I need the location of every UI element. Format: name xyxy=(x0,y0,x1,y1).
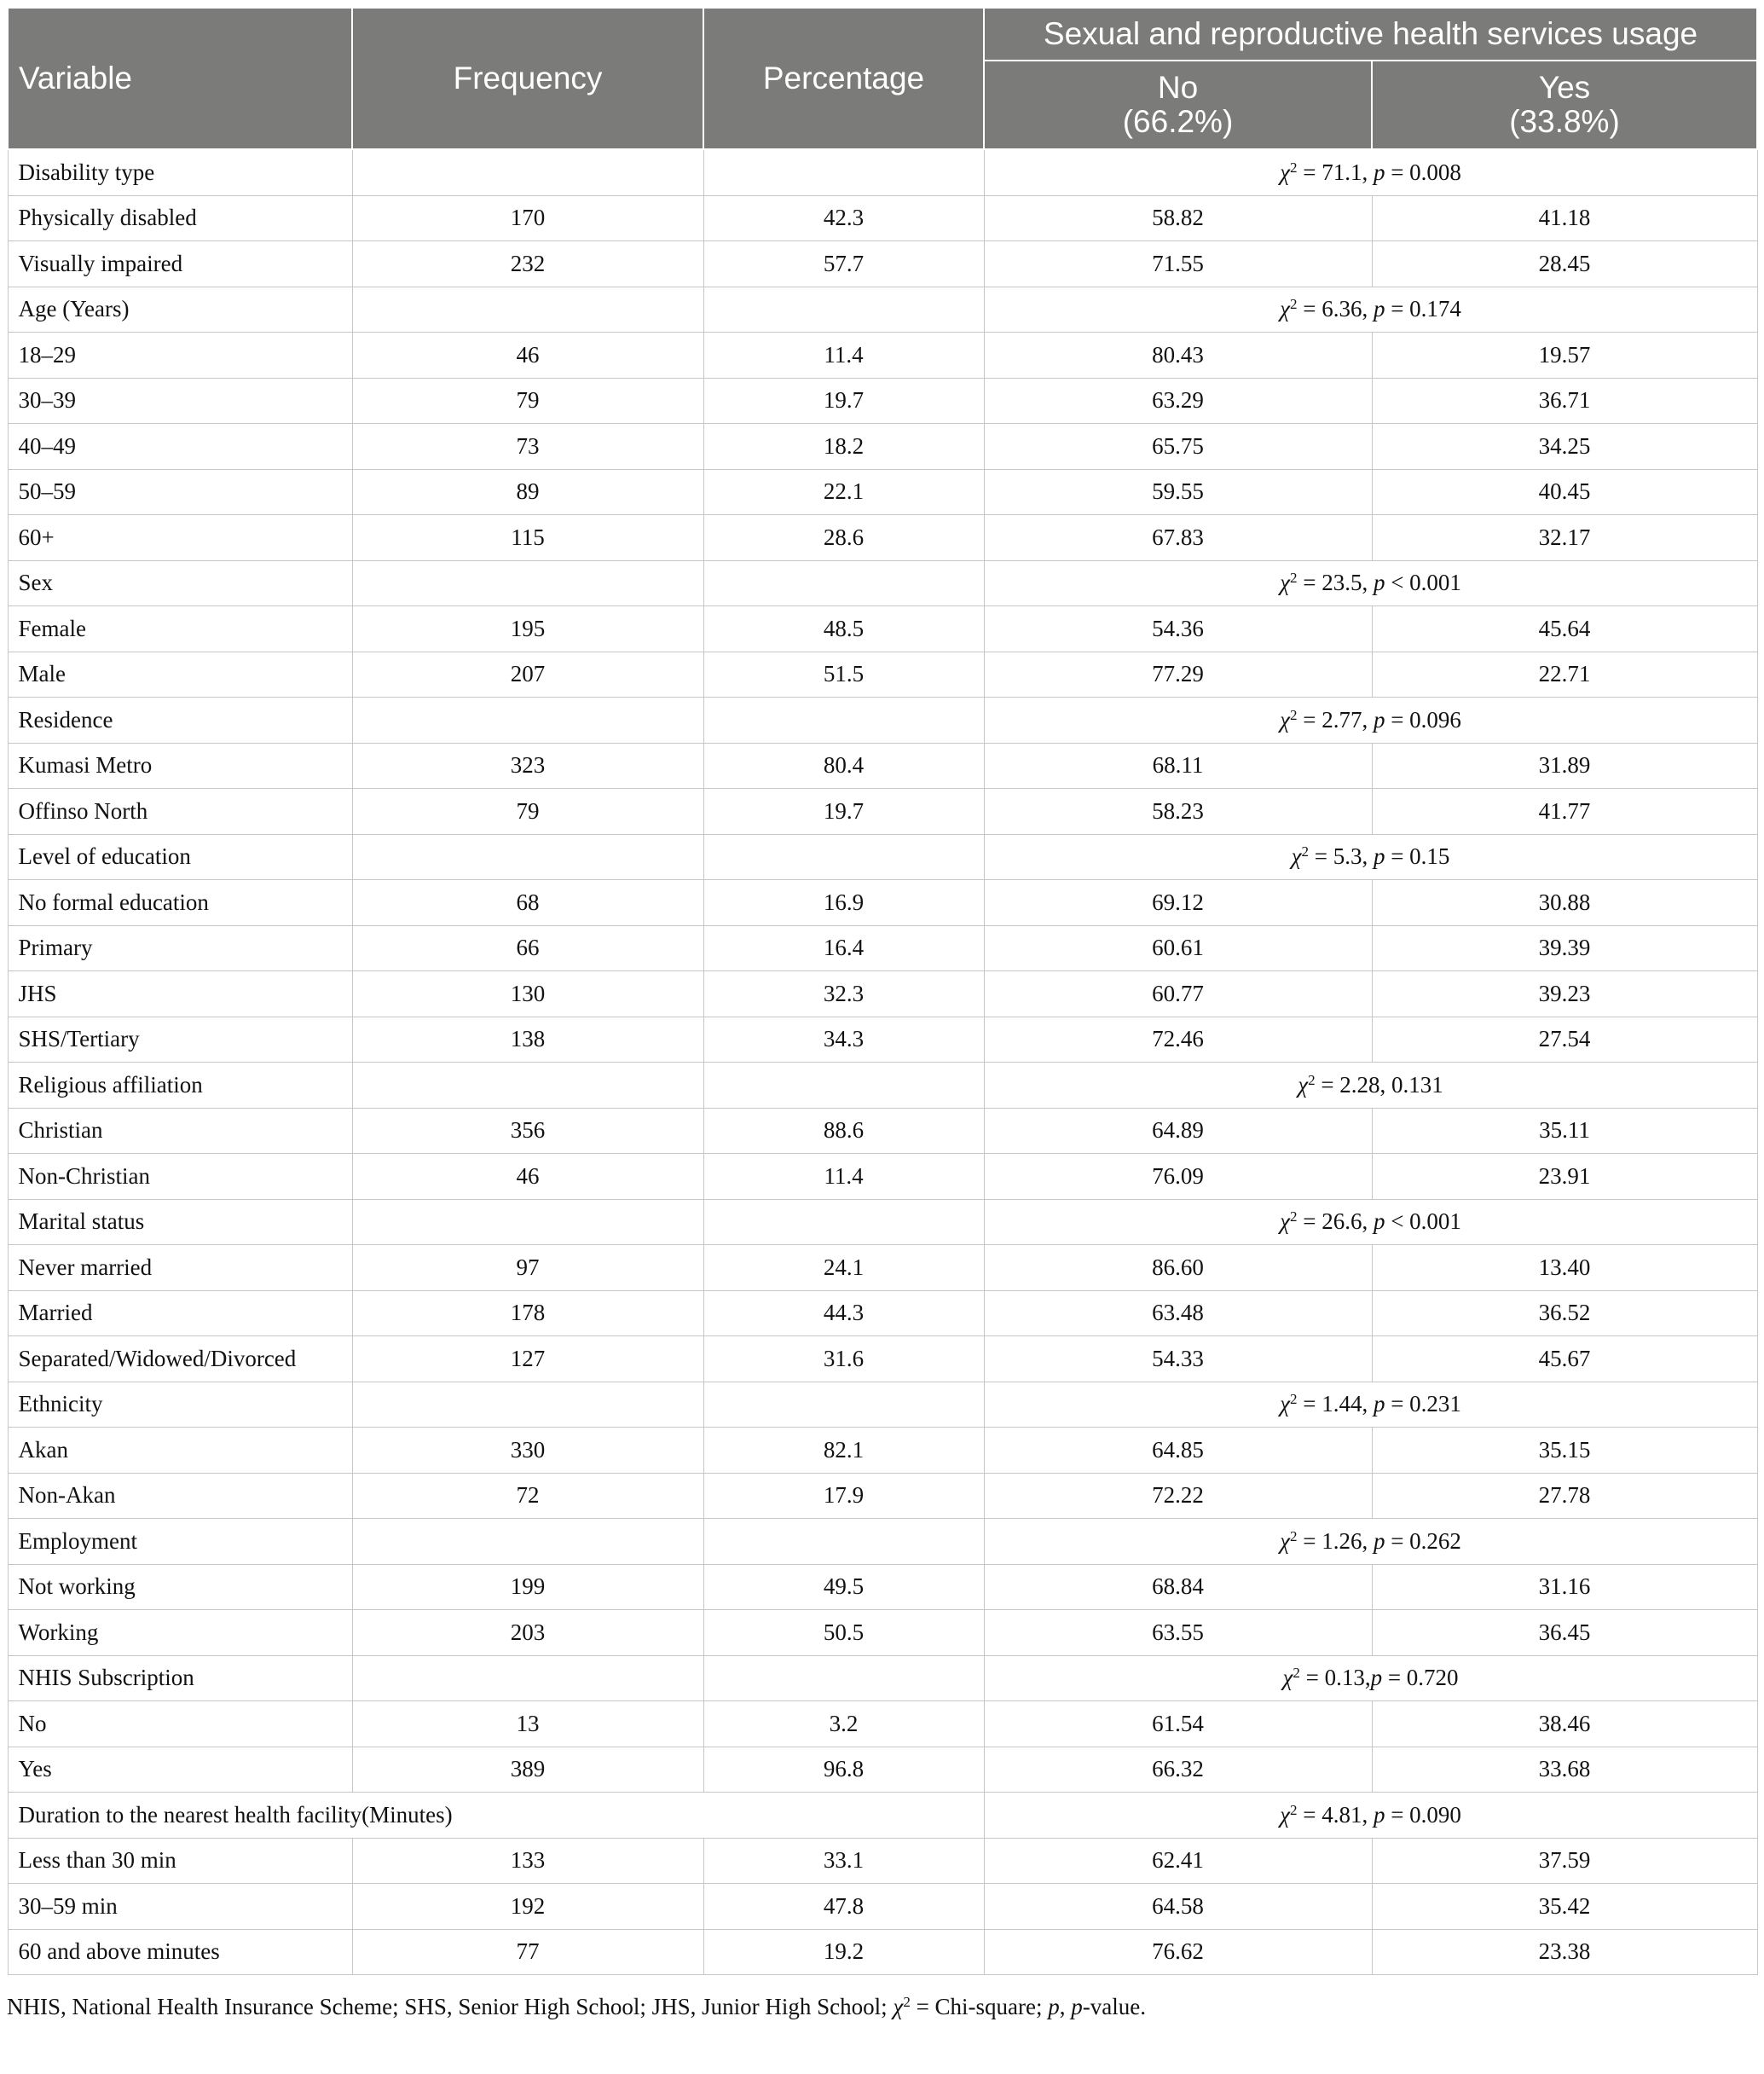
table-row xyxy=(8,1108,1757,1154)
row-category: Physically disabled xyxy=(8,195,352,241)
row-category: Offinso North xyxy=(8,789,352,835)
section-header-row xyxy=(8,1519,1757,1565)
empty-cell xyxy=(352,149,703,195)
row-yes-percent: 36.45 xyxy=(1372,1610,1757,1656)
row-no-percent: 86.60 xyxy=(984,1245,1372,1291)
row-category: Not working xyxy=(8,1564,352,1610)
section-label: Sex xyxy=(8,560,352,606)
row-no-percent: 64.58 xyxy=(984,1884,1372,1930)
row-percentage: 31.6 xyxy=(703,1336,984,1382)
row-yes-percent: 31.89 xyxy=(1372,743,1757,789)
section-header-row xyxy=(8,1793,1757,1839)
table-footnote: NHIS, National Health Insurance Scheme; SHS, Senior High School; JHS, Junior High School; $\chi^2$ = Chi-square; p, p-value. xyxy=(7,1994,1146,2019)
row-no-percent: 72.22 xyxy=(984,1473,1372,1519)
header-no-label: No xyxy=(1157,70,1199,105)
row-no-percent: 66.32 xyxy=(984,1747,1372,1793)
row-frequency: 203 xyxy=(352,1610,703,1656)
row-category: Working xyxy=(8,1610,352,1656)
row-category: 50–59 xyxy=(8,469,352,515)
row-category: Visually impaired xyxy=(8,241,352,287)
empty-cell xyxy=(703,834,984,880)
header-srh-usage: Sexual and reproductive health services usage xyxy=(984,8,1757,61)
table-container xyxy=(7,7,1756,2020)
row-frequency: 46 xyxy=(352,1154,703,1200)
table-row xyxy=(8,424,1757,470)
section-header-row xyxy=(8,1382,1757,1428)
row-no-percent: 54.33 xyxy=(984,1336,1372,1382)
row-percentage: 22.1 xyxy=(703,469,984,515)
row-frequency: 127 xyxy=(352,1336,703,1382)
row-no-percent: 60.61 xyxy=(984,925,1372,971)
empty-cell xyxy=(703,1199,984,1245)
row-yes-percent: 35.11 xyxy=(1372,1108,1757,1154)
row-category: 40–49 xyxy=(8,424,352,470)
empty-cell xyxy=(352,1519,703,1565)
row-percentage: 11.4 xyxy=(703,1154,984,1200)
table-row xyxy=(8,333,1757,379)
header-yes-label: Yes xyxy=(1538,70,1591,105)
header-variable: Variable xyxy=(8,8,352,149)
empty-cell xyxy=(352,834,703,880)
row-frequency: 79 xyxy=(352,789,703,835)
row-category: SHS/Tertiary xyxy=(8,1017,352,1063)
table-row xyxy=(8,1564,1757,1610)
table-row xyxy=(8,789,1757,835)
row-category: Primary xyxy=(8,925,352,971)
chi-square-stat: $\chi^2 = 5.3$, p = 0.15 xyxy=(984,834,1757,880)
row-yes-percent: 41.77 xyxy=(1372,789,1757,835)
header-frequency: Frequency xyxy=(352,8,703,149)
row-category: Christian xyxy=(8,1108,352,1154)
row-category: 30–59 min xyxy=(8,1884,352,1930)
table-row xyxy=(8,469,1757,515)
row-no-percent: 76.62 xyxy=(984,1929,1372,1975)
row-no-percent: 77.29 xyxy=(984,652,1372,698)
section-label: Age (Years) xyxy=(8,287,352,333)
row-no-percent: 62.41 xyxy=(984,1838,1372,1884)
row-yes-percent: 31.16 xyxy=(1372,1564,1757,1610)
row-no-percent: 69.12 xyxy=(984,880,1372,926)
table-row xyxy=(8,1428,1757,1474)
row-category: Kumasi Metro xyxy=(8,743,352,789)
table-body xyxy=(8,149,1757,1975)
table-row xyxy=(8,1747,1757,1793)
header-yes-percent: (33.8%) xyxy=(1509,104,1620,139)
row-percentage: 49.5 xyxy=(703,1564,984,1610)
row-category: Married xyxy=(8,1290,352,1336)
row-percentage: 96.8 xyxy=(703,1747,984,1793)
row-category: Non-Akan xyxy=(8,1473,352,1519)
row-frequency: 356 xyxy=(352,1108,703,1154)
row-no-percent: 63.55 xyxy=(984,1610,1372,1656)
row-no-percent: 64.85 xyxy=(984,1428,1372,1474)
table-row xyxy=(8,743,1757,789)
table-row xyxy=(8,971,1757,1017)
row-no-percent: 76.09 xyxy=(984,1154,1372,1200)
chi-square-stat: $\chi^2 = 2.28$, 0.131 xyxy=(984,1063,1757,1109)
row-percentage: 32.3 xyxy=(703,971,984,1017)
empty-cell xyxy=(352,560,703,606)
row-no-percent: 67.83 xyxy=(984,515,1372,561)
row-no-percent: 65.75 xyxy=(984,424,1372,470)
row-percentage: 3.2 xyxy=(703,1701,984,1747)
header-yes xyxy=(1372,61,1757,149)
row-frequency: 97 xyxy=(352,1245,703,1291)
table-row xyxy=(8,378,1757,424)
row-yes-percent: 13.40 xyxy=(1372,1245,1757,1291)
row-category: Yes xyxy=(8,1747,352,1793)
chi-square-stat: $\chi^2 = 71.1$, p = 0.008 xyxy=(984,149,1757,195)
row-percentage: 82.1 xyxy=(703,1428,984,1474)
row-yes-percent: 41.18 xyxy=(1372,195,1757,241)
row-yes-percent: 27.78 xyxy=(1372,1473,1757,1519)
row-category: Female xyxy=(8,606,352,652)
row-yes-percent: 30.88 xyxy=(1372,880,1757,926)
section-label: Level of education xyxy=(8,834,352,880)
table-row xyxy=(8,1154,1757,1200)
chi-square-stat: $\chi^2 = 6.36$, p = 0.174 xyxy=(984,287,1757,333)
table-row xyxy=(8,1838,1757,1884)
row-percentage: 80.4 xyxy=(703,743,984,789)
section-header-row xyxy=(8,1063,1757,1109)
row-frequency: 389 xyxy=(352,1747,703,1793)
empty-cell xyxy=(703,149,984,195)
section-label: Religious affiliation xyxy=(8,1063,352,1109)
section-header-row xyxy=(8,1655,1757,1701)
row-no-percent: 68.84 xyxy=(984,1564,1372,1610)
row-yes-percent: 27.54 xyxy=(1372,1017,1757,1063)
row-frequency: 207 xyxy=(352,652,703,698)
row-percentage: 16.4 xyxy=(703,925,984,971)
chi-square-stat: $\chi^2 = 23.5$, p < 0.001 xyxy=(984,560,1757,606)
empty-cell xyxy=(352,1382,703,1428)
table-row xyxy=(8,1701,1757,1747)
row-frequency: 192 xyxy=(352,1884,703,1930)
empty-cell xyxy=(352,1199,703,1245)
row-frequency: 330 xyxy=(352,1428,703,1474)
empty-cell xyxy=(703,1382,984,1428)
row-no-percent: 58.82 xyxy=(984,195,1372,241)
row-percentage: 16.9 xyxy=(703,880,984,926)
row-percentage: 50.5 xyxy=(703,1610,984,1656)
row-percentage: 42.3 xyxy=(703,195,984,241)
row-percentage: 19.2 xyxy=(703,1929,984,1975)
table-row xyxy=(8,1473,1757,1519)
row-frequency: 89 xyxy=(352,469,703,515)
row-frequency: 77 xyxy=(352,1929,703,1975)
row-frequency: 13 xyxy=(352,1701,703,1747)
section-header-row xyxy=(8,834,1757,880)
row-no-percent: 71.55 xyxy=(984,241,1372,287)
row-category: Less than 30 min xyxy=(8,1838,352,1884)
row-category: 18–29 xyxy=(8,333,352,379)
row-yes-percent: 19.57 xyxy=(1372,333,1757,379)
chi-square-stat: $\chi^2 = 26.6$, p < 0.001 xyxy=(984,1199,1757,1245)
row-yes-percent: 23.91 xyxy=(1372,1154,1757,1200)
row-category: 60+ xyxy=(8,515,352,561)
row-category: 30–39 xyxy=(8,378,352,424)
row-no-percent: 64.89 xyxy=(984,1108,1372,1154)
row-percentage: 51.5 xyxy=(703,652,984,698)
row-yes-percent: 28.45 xyxy=(1372,241,1757,287)
chi-square-stat: $\chi^2 = 4.81$, p = 0.090 xyxy=(984,1793,1757,1839)
row-frequency: 323 xyxy=(352,743,703,789)
table-row xyxy=(8,1017,1757,1063)
empty-cell xyxy=(352,698,703,744)
row-frequency: 178 xyxy=(352,1290,703,1336)
empty-cell xyxy=(703,287,984,333)
row-frequency: 133 xyxy=(352,1838,703,1884)
row-frequency: 232 xyxy=(352,241,703,287)
row-yes-percent: 23.38 xyxy=(1372,1929,1757,1975)
row-frequency: 72 xyxy=(352,1473,703,1519)
row-no-percent: 59.55 xyxy=(984,469,1372,515)
row-frequency: 138 xyxy=(352,1017,703,1063)
row-no-percent: 58.23 xyxy=(984,789,1372,835)
row-percentage: 47.8 xyxy=(703,1884,984,1930)
row-yes-percent: 35.15 xyxy=(1372,1428,1757,1474)
empty-cell xyxy=(352,287,703,333)
row-percentage: 24.1 xyxy=(703,1245,984,1291)
row-no-percent: 60.77 xyxy=(984,971,1372,1017)
section-header-row xyxy=(8,698,1757,744)
row-category: Separated/Widowed/Divorced xyxy=(8,1336,352,1382)
table-row xyxy=(8,1929,1757,1975)
row-yes-percent: 45.64 xyxy=(1372,606,1757,652)
table-row xyxy=(8,606,1757,652)
table-row xyxy=(8,241,1757,287)
row-category: Akan xyxy=(8,1428,352,1474)
header-no-percent: (66.2%) xyxy=(1122,104,1234,139)
row-no-percent: 54.36 xyxy=(984,606,1372,652)
row-percentage: 18.2 xyxy=(703,424,984,470)
row-no-percent: 63.29 xyxy=(984,378,1372,424)
section-label: NHIS Subscription xyxy=(8,1655,352,1701)
row-yes-percent: 35.42 xyxy=(1372,1884,1757,1930)
row-frequency: 199 xyxy=(352,1564,703,1610)
row-no-percent: 61.54 xyxy=(984,1701,1372,1747)
table-row xyxy=(8,1884,1757,1930)
row-frequency: 115 xyxy=(352,515,703,561)
row-percentage: 17.9 xyxy=(703,1473,984,1519)
chi-square-stat: $\chi^2 = 1.44$, p = 0.231 xyxy=(984,1382,1757,1428)
section-label: Residence xyxy=(8,698,352,744)
row-yes-percent: 39.39 xyxy=(1372,925,1757,971)
table-row xyxy=(8,1610,1757,1656)
row-percentage: 11.4 xyxy=(703,333,984,379)
section-header-row xyxy=(8,149,1757,195)
row-yes-percent: 34.25 xyxy=(1372,424,1757,470)
row-no-percent: 72.46 xyxy=(984,1017,1372,1063)
row-yes-percent: 33.68 xyxy=(1372,1747,1757,1793)
row-yes-percent: 45.67 xyxy=(1372,1336,1757,1382)
table-row xyxy=(8,1336,1757,1382)
row-no-percent: 63.48 xyxy=(984,1290,1372,1336)
empty-cell xyxy=(703,1063,984,1109)
table-row xyxy=(8,880,1757,926)
row-frequency: 66 xyxy=(352,925,703,971)
section-header-row xyxy=(8,287,1757,333)
empty-cell xyxy=(703,560,984,606)
row-no-percent: 80.43 xyxy=(984,333,1372,379)
row-no-percent: 68.11 xyxy=(984,743,1372,789)
empty-cell xyxy=(703,1655,984,1701)
row-frequency: 170 xyxy=(352,195,703,241)
row-yes-percent: 37.59 xyxy=(1372,1838,1757,1884)
section-label: Ethnicity xyxy=(8,1382,352,1428)
row-frequency: 79 xyxy=(352,378,703,424)
row-category: Never married xyxy=(8,1245,352,1291)
row-percentage: 48.5 xyxy=(703,606,984,652)
row-frequency: 68 xyxy=(352,880,703,926)
chi-square-stat: $\chi^2 = 2.77$, p = 0.096 xyxy=(984,698,1757,744)
row-yes-percent: 38.46 xyxy=(1372,1701,1757,1747)
section-label: Marital status xyxy=(8,1199,352,1245)
row-category: JHS xyxy=(8,971,352,1017)
chi-square-stat: $\chi^2 = 0.13,p = 0.720$ xyxy=(984,1655,1757,1701)
row-percentage: 19.7 xyxy=(703,789,984,835)
section-label: Employment xyxy=(8,1519,352,1565)
row-yes-percent: 22.71 xyxy=(1372,652,1757,698)
row-frequency: 46 xyxy=(352,333,703,379)
empty-cell xyxy=(703,698,984,744)
row-yes-percent: 32.17 xyxy=(1372,515,1757,561)
row-category: Male xyxy=(8,652,352,698)
row-frequency: 195 xyxy=(352,606,703,652)
data-table xyxy=(7,7,1758,1975)
table-row xyxy=(8,515,1757,561)
empty-cell xyxy=(352,1063,703,1109)
row-yes-percent: 39.23 xyxy=(1372,971,1757,1017)
row-category: 60 and above minutes xyxy=(8,1929,352,1975)
row-percentage: 57.7 xyxy=(703,241,984,287)
table-row xyxy=(8,195,1757,241)
row-category: Non-Christian xyxy=(8,1154,352,1200)
row-percentage: 44.3 xyxy=(703,1290,984,1336)
row-yes-percent: 40.45 xyxy=(1372,469,1757,515)
table-header xyxy=(8,8,1757,149)
table-row xyxy=(8,1245,1757,1291)
empty-cell xyxy=(352,1655,703,1701)
row-percentage: 28.6 xyxy=(703,515,984,561)
table-row xyxy=(8,925,1757,971)
header-percentage: Percentage xyxy=(703,8,984,149)
row-frequency: 73 xyxy=(352,424,703,470)
empty-cell xyxy=(703,1519,984,1565)
table-row xyxy=(8,1290,1757,1336)
row-category: No formal education xyxy=(8,880,352,926)
row-yes-percent: 36.71 xyxy=(1372,378,1757,424)
row-yes-percent: 36.52 xyxy=(1372,1290,1757,1336)
section-header-row xyxy=(8,1199,1757,1245)
row-percentage: 19.7 xyxy=(703,378,984,424)
row-frequency: 130 xyxy=(352,971,703,1017)
row-percentage: 88.6 xyxy=(703,1108,984,1154)
row-percentage: 34.3 xyxy=(703,1017,984,1063)
section-label: Duration to the nearest health facility(Minutes) xyxy=(8,1793,984,1839)
section-label: Disability type xyxy=(8,149,352,195)
row-percentage: 33.1 xyxy=(703,1838,984,1884)
table-row xyxy=(8,652,1757,698)
chi-square-stat: $\chi^2 = 1.26$, p = 0.262 xyxy=(984,1519,1757,1565)
section-header-row xyxy=(8,560,1757,606)
row-category: No xyxy=(8,1701,352,1747)
header-no xyxy=(984,61,1372,149)
